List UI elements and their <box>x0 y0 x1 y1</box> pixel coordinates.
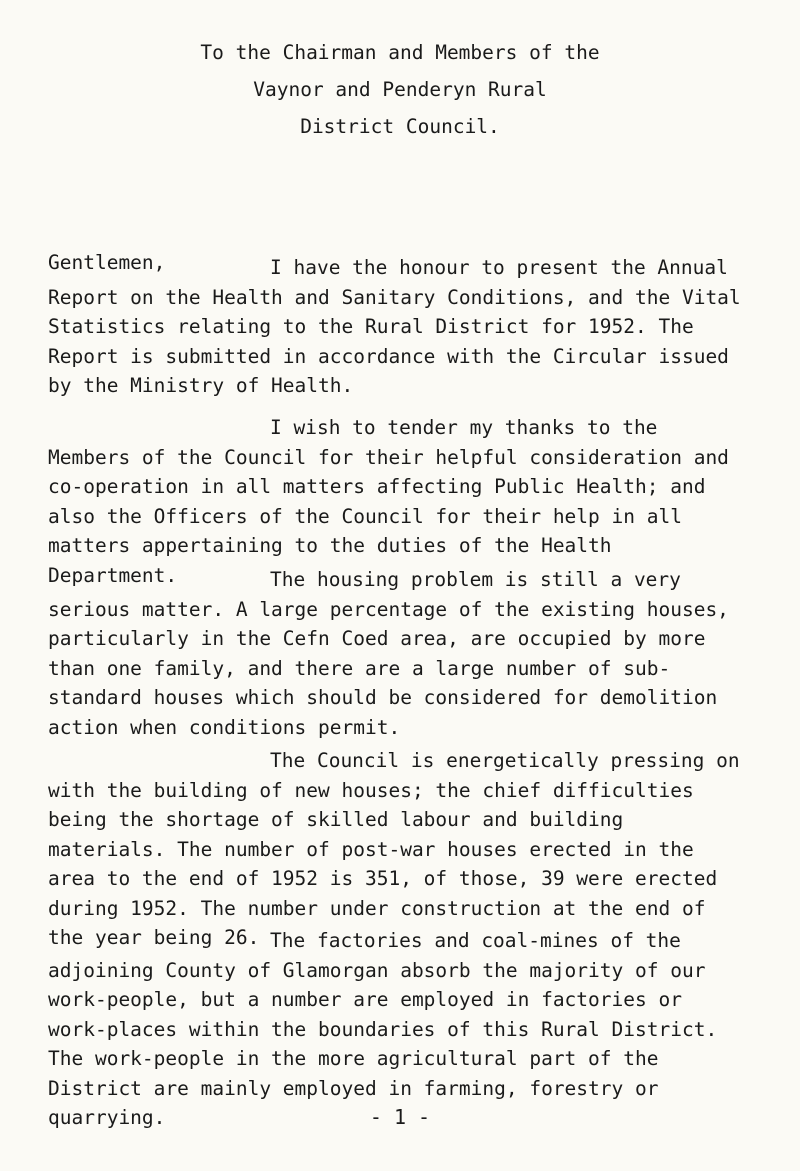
addressee-line-2: Vaynor and Penderyn Rural <box>253 78 547 101</box>
paragraph-thanks: I wish to tender my thanks to the Members of the Council for their helpful consideration and co-operation in all matters affecting Public Health; and also the Officers of the Council for their help in all matters appertaining to the duties of the Health Department. <box>48 416 729 587</box>
page-number: - 1 - <box>369 1105 431 1129</box>
addressee-line-3: District Council. <box>300 115 500 138</box>
addressee-block <box>0 34 800 145</box>
paragraph-housing: The housing problem is still a very serious matter. A large percentage of the existing houses, particularly in the Cefn Coed area, are occupied by more than one family, and there are a large number of sub-standard houses which should be considered for demolition action when conditions permit. <box>48 568 729 739</box>
salutation: Gentlemen, <box>48 251 166 274</box>
paragraph-building: The Council is energetically pressing on with the building of new houses; the chief difficulties being the shortage of skilled labour and building materials. The number of post-war houses erected in the area to the end of 1952 is 351, of those, 39 were erected during 1952. The number under construction at the end of the year being 26. <box>48 749 740 949</box>
paragraph-employment: The factories and coal-mines of the adjoining County of Glamorgan absorb the majority of our work-people, but a number are employed in factories or work-places within the boundaries of this Rural District. The work-people in the more agricultural part of the District are mainly employed in farming, forestry or quarrying. <box>48 929 718 1129</box>
paragraph-report-intro: I have the honour to present the Annual Report on the Health and Sanitary Conditions, and the Vital Statistics relating to the Rural District for 1952. The Report is submitted in accordance with the Circular issued by the Ministry of Health. <box>48 256 741 397</box>
addressee-line-1: To the Chairman and Members of the <box>200 41 600 64</box>
